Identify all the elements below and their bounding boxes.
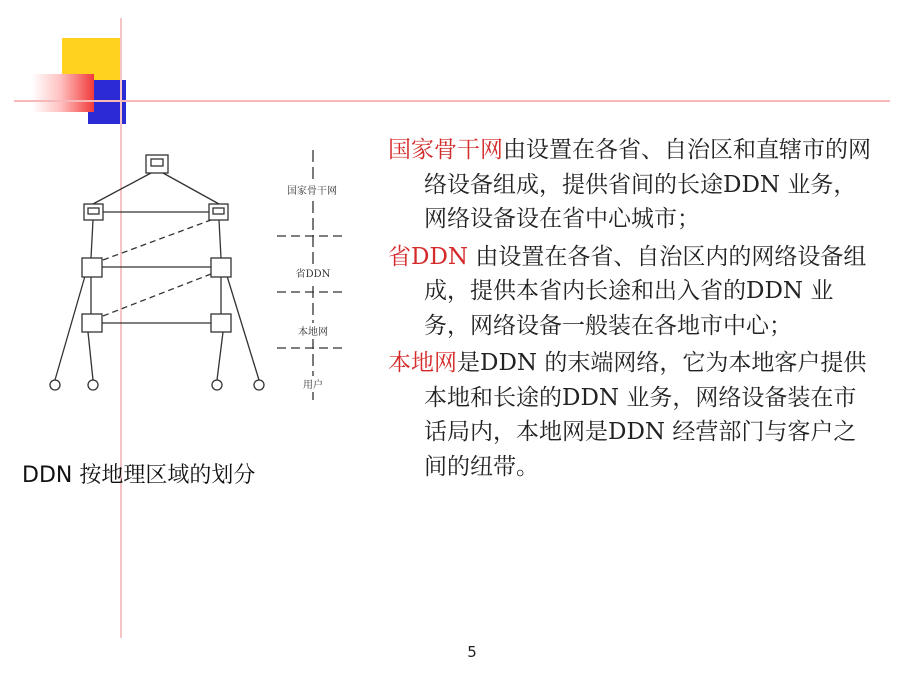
link-top-left	[93, 173, 151, 204]
diagram-caption	[22, 458, 255, 489]
level-label-province: 省DDN	[295, 269, 331, 280]
description-text	[388, 133, 876, 484]
page-number: 5	[467, 643, 477, 661]
user-terminal	[212, 380, 222, 390]
link-top-right	[163, 173, 219, 204]
local-node-left	[82, 314, 102, 332]
backbone-node-right	[209, 204, 228, 220]
level-label-backbone: 国家骨干网	[287, 186, 337, 197]
backbone-node-left	[84, 204, 103, 220]
decor-red-gradient-bar	[32, 74, 94, 112]
province-node-left	[82, 258, 102, 277]
user-terminal	[254, 380, 264, 390]
national-hub-node	[146, 155, 168, 173]
level-label-local: 本地网	[298, 327, 328, 338]
province-node-right	[211, 258, 231, 277]
term-backbone: 国家骨干网	[388, 137, 503, 163]
paragraph-province	[388, 240, 876, 344]
term-province: 省DDN	[388, 243, 469, 270]
paragraph-local	[388, 346, 876, 484]
paragraph-body: 由设置在各省、自治区内的网络设备组成，提供本省内长途和出入省的DDN 业务，网络设备一般装在各地市中心；	[424, 243, 867, 339]
user-terminal	[50, 380, 60, 390]
local-node-right	[211, 314, 231, 332]
paragraph-body: 是DDN 的末端网络，它为本地客户提供本地和长途的DDN 业务，网络设备装在市话局内，本地网是DDN 经营部门与客户之间的纽带。	[424, 350, 867, 480]
link-dashed-diagonal-2	[103, 274, 211, 316]
paragraph-body: 由设置在各省、自治区和直辖市的网络设备组成，提供省间的长途DDN 业务，网络设备设在省中心城市；	[424, 137, 871, 232]
link-dashed-diagonal-1	[103, 220, 211, 260]
paragraph-backbone	[388, 133, 876, 237]
ddn-hierarchy-diagram	[45, 140, 365, 410]
user-terminal	[88, 380, 98, 390]
term-local: 本地网	[388, 350, 457, 376]
caption-prefix: DDN	[22, 463, 73, 488]
caption-text: 按地理区域的划分	[79, 463, 256, 488]
decor-horizontal-rule	[14, 100, 890, 102]
level-label-user: 用户	[303, 380, 323, 391]
